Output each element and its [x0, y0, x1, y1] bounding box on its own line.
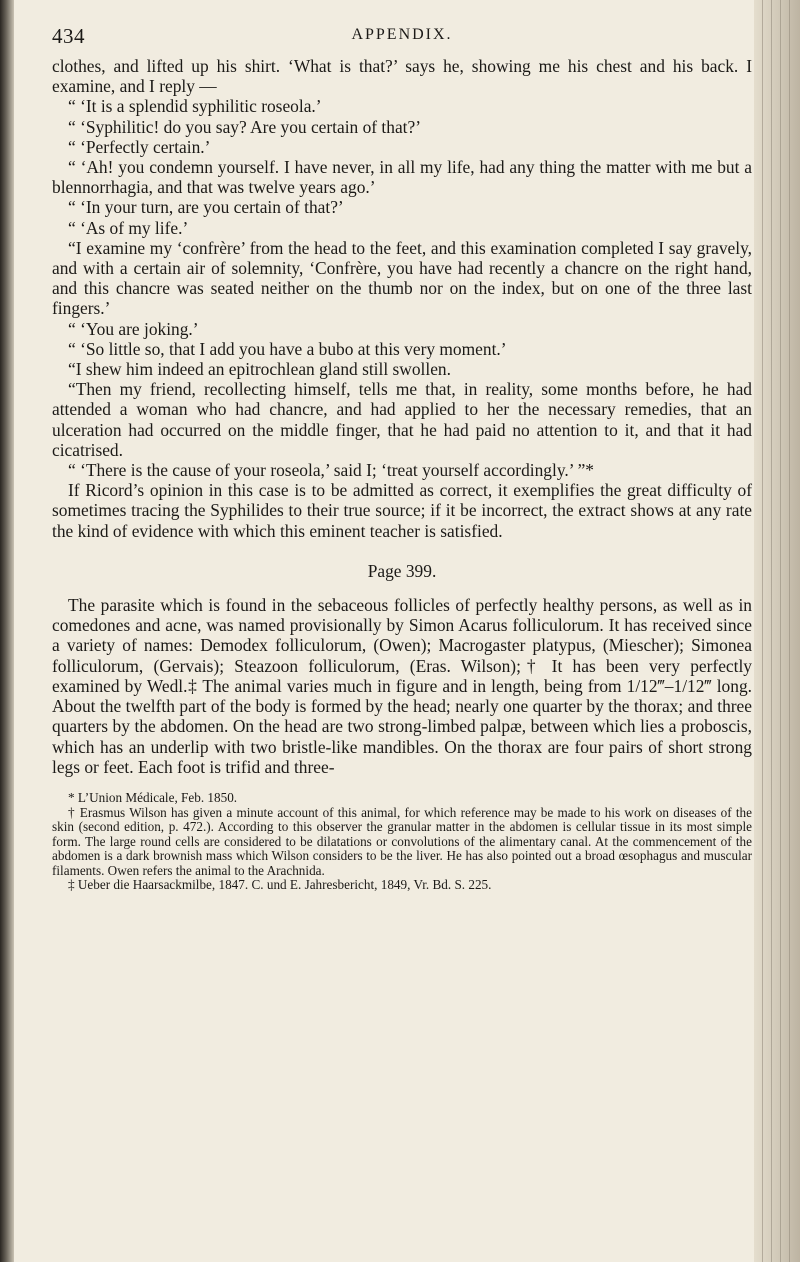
footnote: ‡ Ueber die Haarsackmilbe, 1847. C. und E. Jahresbericht, 1849, Vr. Bd. S. 225. — [68, 877, 492, 893]
dialogue-line: “ ‘Perfectly certain.’ — [68, 136, 211, 157]
paragraph-continuation: clothes, and lifted up his shirt. ‘What is that?’ says he, showing me his chest and his back. I examine, and I reply — — [52, 56, 752, 97]
dialogue-line: “ ‘So little so, that I add you have a bubo at this very moment.’ — [68, 338, 507, 359]
book-page — [52, 18, 752, 893]
dialogue-line: “ ‘Syphilitic! do you say? Are you certain of that?’ — [68, 116, 422, 137]
page-number: 434 — [52, 24, 85, 48]
paragraph: “Then my friend, recollecting himself, tells me that, in reality, some months before, he had attended a woman who had chancre, and had applied to her the necessary remedies, that an ulceration had occurred on the middle finger, that he had paid no attention to it, and that it had cicatrised. — [52, 379, 752, 460]
section-heading: Page 399. — [367, 560, 437, 581]
page-edge-line — [771, 0, 772, 1262]
binding-gutter-shadow — [0, 0, 14, 1262]
section-paragraph: The parasite which is found in the sebaceous follicles of perfectly healthy persons, as well as in comedones and acne, was named provisionally by Simon Acarus folliculorum. It has received since a variety of names: Demodex folliculorum, (Owen); Macrogaster platypus, (Miescher); Simonea folliculorum, (Gervais); Steazoon folliculorum, (Eras. Wilson);† It has been very perfectly examined by Wedl.‡ The animal varies much in figure and in length, being from 1/12‴–1/12‴ long. About the twelfth part of the body is formed by the head; nearly one quarter by the thorax; and three quarters by the abdomen. On the head are two strong-limbed palpæ, between which lies a proboscis, which has an underlip with two bristle-like mandibles. On the thorax are four pairs of short strong legs or feet. Each foot is trifid and three- — [52, 595, 752, 777]
page-edge-line — [762, 0, 763, 1262]
dialogue-line: “ ‘There is the cause of your roseola,’ said I; ‘treat yourself accordingly.’ ”* — [68, 460, 594, 481]
footnotes — [52, 791, 752, 893]
page-edge-line — [789, 0, 790, 1262]
running-title: APPENDIX. — [351, 26, 453, 43]
paragraph: If Ricord’s opinion in this case is to be admitted as correct, it exemplifies the great difficulty of sometimes tracing the Syphilides to their true source; if it be incorrect, the extract shows at any rate the kind of evidence with which this eminent teacher is satisfied. — [52, 480, 752, 541]
dialogue-line: “ ‘It is a splendid syphilitic roseola.’ — [68, 96, 322, 117]
footnote: * L’Union Médicale, Feb. 1850. — [68, 789, 238, 805]
dialogue-line: “ ‘You are joking.’ — [68, 318, 199, 339]
page-edge-stack — [754, 0, 800, 1262]
dialogue-line: “ ‘As of my life.’ — [68, 217, 189, 238]
footnote: † Erasmus Wilson has given a minute account of this animal, for which reference may be made to his work on diseases of the skin (second edition, p. 472.). According to this observer the granular matter in the abdomen is cellular tissue in its most simple form. The large round cells are considered to be dilatations or convolutions of the alimentary canal. At the commencement of the abdomen is a dark brownish mass which Wilson considers to be the liver. He has also pointed out a broad œsophagus and muscular filaments. Owen refers the animal to the Arachnida. — [52, 804, 752, 878]
page-edge-line — [780, 0, 781, 1262]
main-text — [52, 56, 752, 777]
dialogue-line: “ ‘In your turn, are you certain of that?’ — [68, 197, 344, 218]
paragraph: “I shew him indeed an epitrochlean gland still swollen. — [68, 359, 451, 380]
running-head — [52, 18, 752, 56]
dialogue-line: “ ‘Ah! you condemn yourself. I have never, in all my life, had any thing the matter with me but a blennorrhagia, and that was twelve years ago.’ — [52, 157, 752, 198]
paragraph: “I examine my ‘confrère’ from the head to the feet, and this examination completed I say gravely, and with a certain air of solemnity, ‘Confrère, you have had recently a chancre on the right hand, and this chancre was seated neither on the thumb nor on the index, but on one of the three last fingers.’ — [52, 237, 752, 319]
